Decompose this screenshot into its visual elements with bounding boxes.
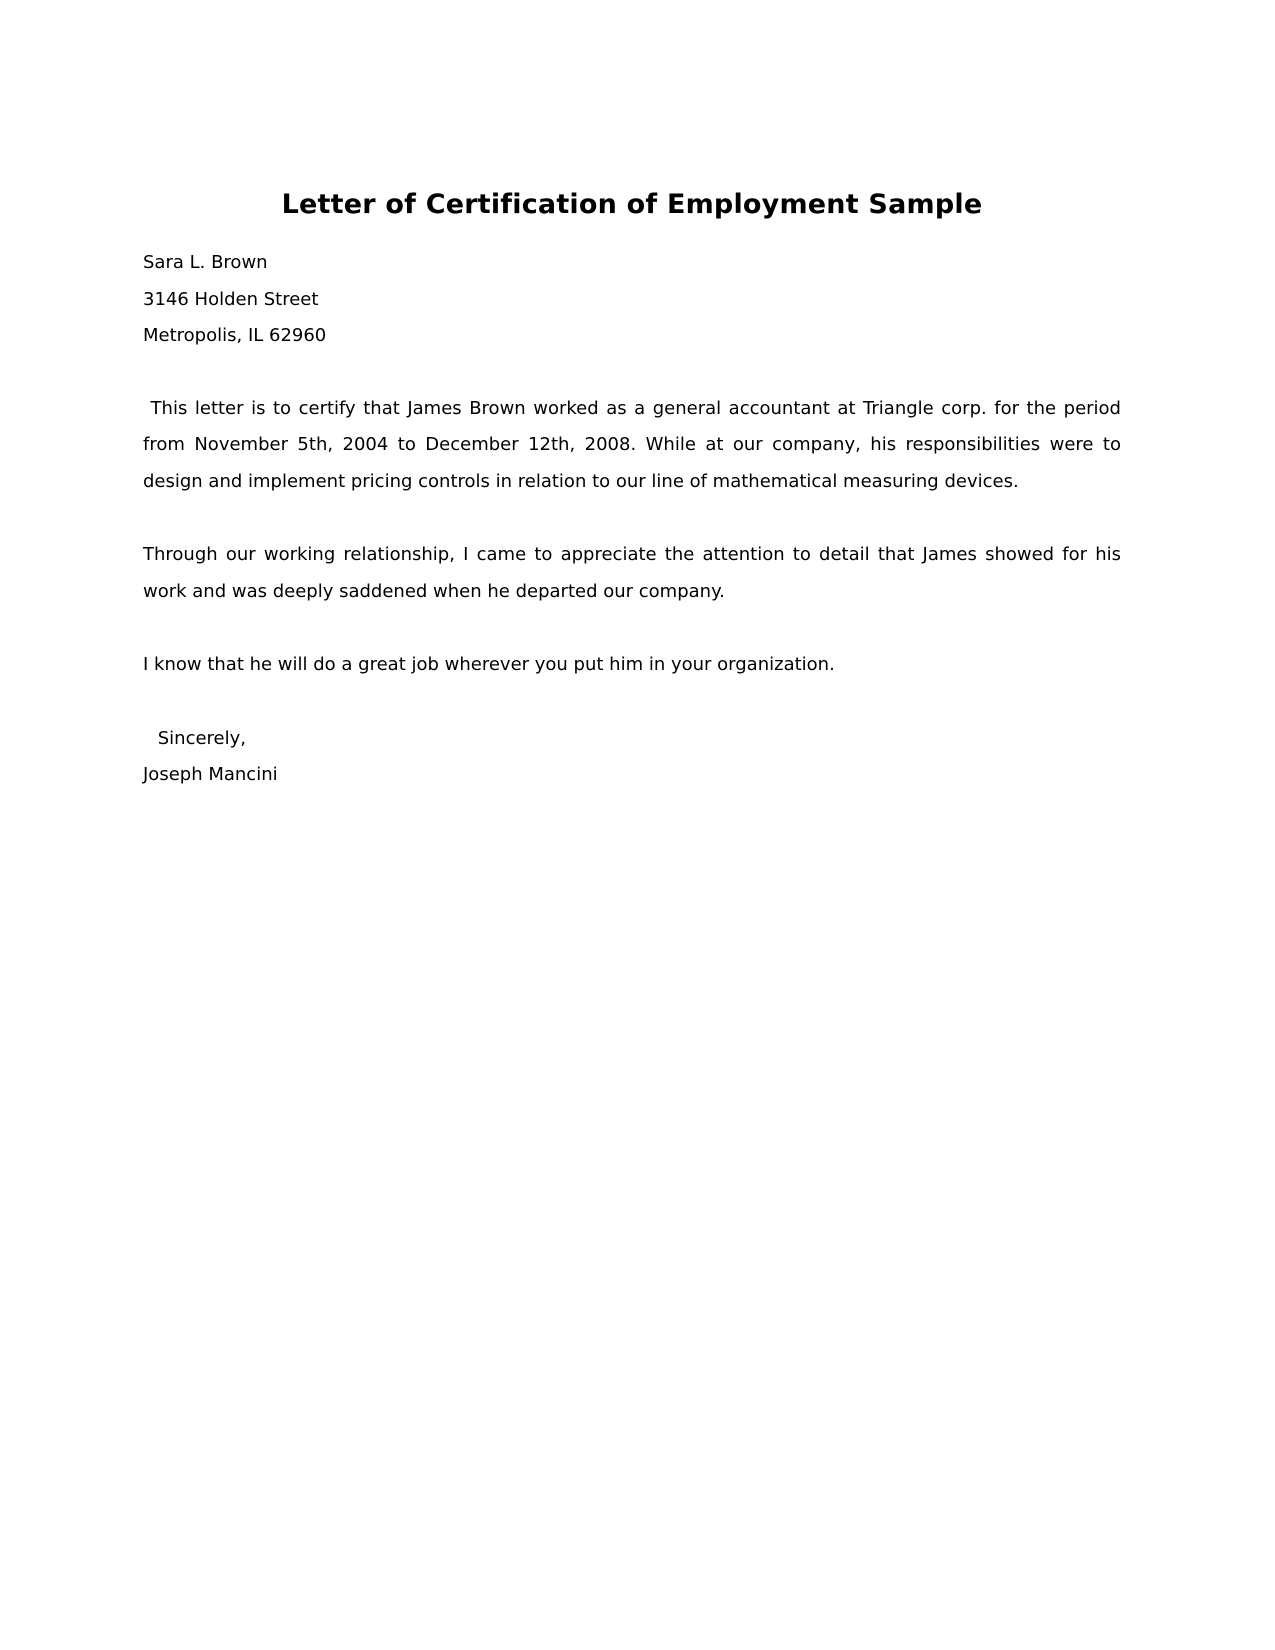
body-paragraph-1: This letter is to certify that James Brown worked as a general accountant at Triangle corp. for the period from November 5th, 2004 to December 12th, 2008. While at our company, his responsibilities were to design and implement pricing controls in relation to our line of mathematical measuring devices.	[143, 397, 1127, 492]
body-paragraph-2: Through our working relationship, I came to appreciate the attention to detail that James showed for his work and was deeply saddened when he departed our company.	[143, 544, 1127, 602]
closing-salutation: Sincerely,	[152, 727, 246, 749]
closing-block	[143, 721, 1121, 794]
sender-address-block	[143, 245, 1121, 355]
body-paragraph-3: I know that he will do a great job wherever you put him in your organization.	[143, 654, 835, 675]
signature-name: Joseph Mancini	[143, 764, 278, 785]
letter-content	[143, 185, 1127, 794]
sender-name: Sara L. Brown	[143, 252, 268, 273]
sender-city-state-zip: Metropolis, IL 62960	[143, 325, 327, 346]
page-title: Letter of Certification of Employment Sample	[281, 189, 983, 220]
sender-street: 3146 Holden Street	[143, 288, 319, 310]
